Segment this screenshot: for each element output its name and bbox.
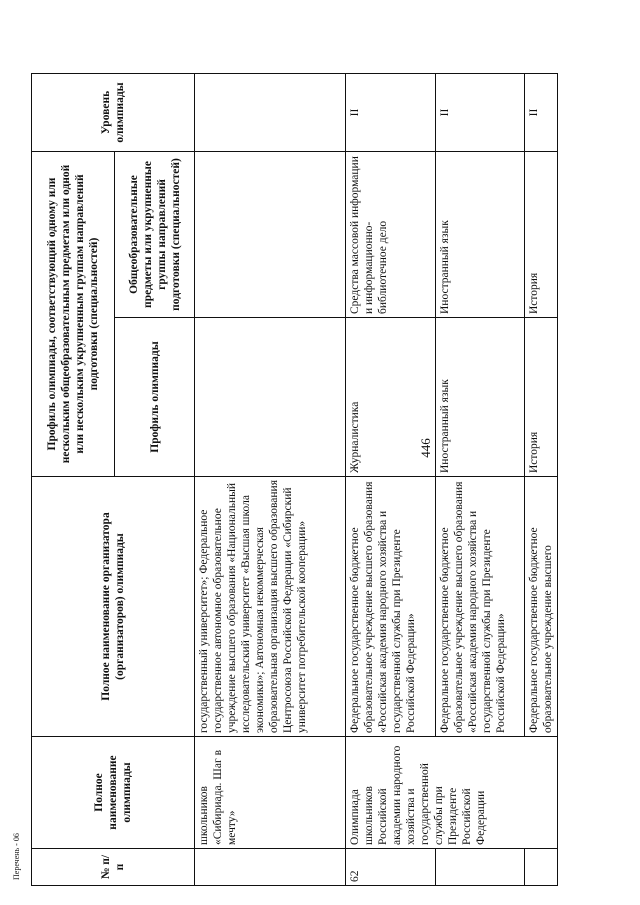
cell-organizer: Федеральное государственное бюджетное образовательное учреждение высшего — [525, 477, 558, 737]
cell-profile: Журналистика — [346, 318, 436, 477]
cell-level: II — [525, 74, 558, 152]
cell-num — [195, 849, 346, 886]
cell-profile: История — [525, 318, 558, 477]
cell-name: школьников «Сибириада. Шаг в мечту» — [195, 737, 346, 849]
cell-organizer: Федеральное государственное бюджетное образовательное учреждение высшего образования «Российская академия народного хозяйства и государственной службы при Президенте Российской Федерации» — [436, 477, 525, 737]
header-name: Полное наименование олимпиады — [32, 737, 195, 849]
cell-subjects — [195, 152, 346, 318]
cell-subjects: История — [525, 152, 558, 318]
cell-subjects: Средства массовой информации и информационно-библиотечное дело — [346, 152, 436, 318]
header-profile-group: Профиль олимпиады, соответствующий одному или нескольким общеобразовательным предметам или одной или нескольким укрупненным группам направлений подготовки (специальностей) — [32, 152, 115, 477]
cell-level: II — [436, 74, 525, 152]
header-num: № п/п — [32, 849, 195, 886]
cell-num: 62 — [346, 849, 436, 886]
page-number: 446 — [418, 438, 433, 458]
cell-name: Олимпиада школьников Российской академии народного хозяйства и государственной службы при Президенте Российской Федерации — [346, 737, 558, 849]
cell-num — [436, 849, 525, 886]
header-profile: Профиль олимпиады — [115, 318, 195, 477]
cell-profile: Иностранный язык — [436, 318, 525, 477]
cell-num — [525, 849, 558, 886]
table-row — [195, 74, 346, 886]
cell-level: II — [346, 74, 436, 152]
cell-level — [195, 74, 346, 152]
olympiad-table — [31, 73, 558, 886]
table-row — [346, 74, 436, 886]
footer-label: Перечень - 06 — [12, 833, 21, 880]
header-subjects: Общеобразовательные предметы или укрупненные группы направлений подготовки (специальностей) — [115, 152, 195, 318]
rotated-page — [31, 74, 571, 886]
cell-organizer: Федеральное государственное бюджетное образовательное учреждение высшего образования «Российская академия народного хозяйства и государственной службы при Президенте Российской Федерации» — [346, 477, 436, 737]
cell-profile — [195, 318, 346, 477]
header-organizer: Полное наименование организатора (организаторов) олимпиады — [32, 477, 195, 737]
header-level: Уровень олимпиады — [32, 74, 195, 152]
cell-subjects: Иностранный язык — [436, 152, 525, 318]
header-row — [32, 74, 115, 886]
cell-organizer: государственный университет»; Федеральное государственное автономное образовательное учреждение высшего образования «Национальный исследовательский университет «Высшая школа экономики»; Автономная некоммерческая образовательная организация высшего образования Центросоюза Российской Федерации «Сибирский университет потребительской кооперации» — [195, 477, 346, 737]
